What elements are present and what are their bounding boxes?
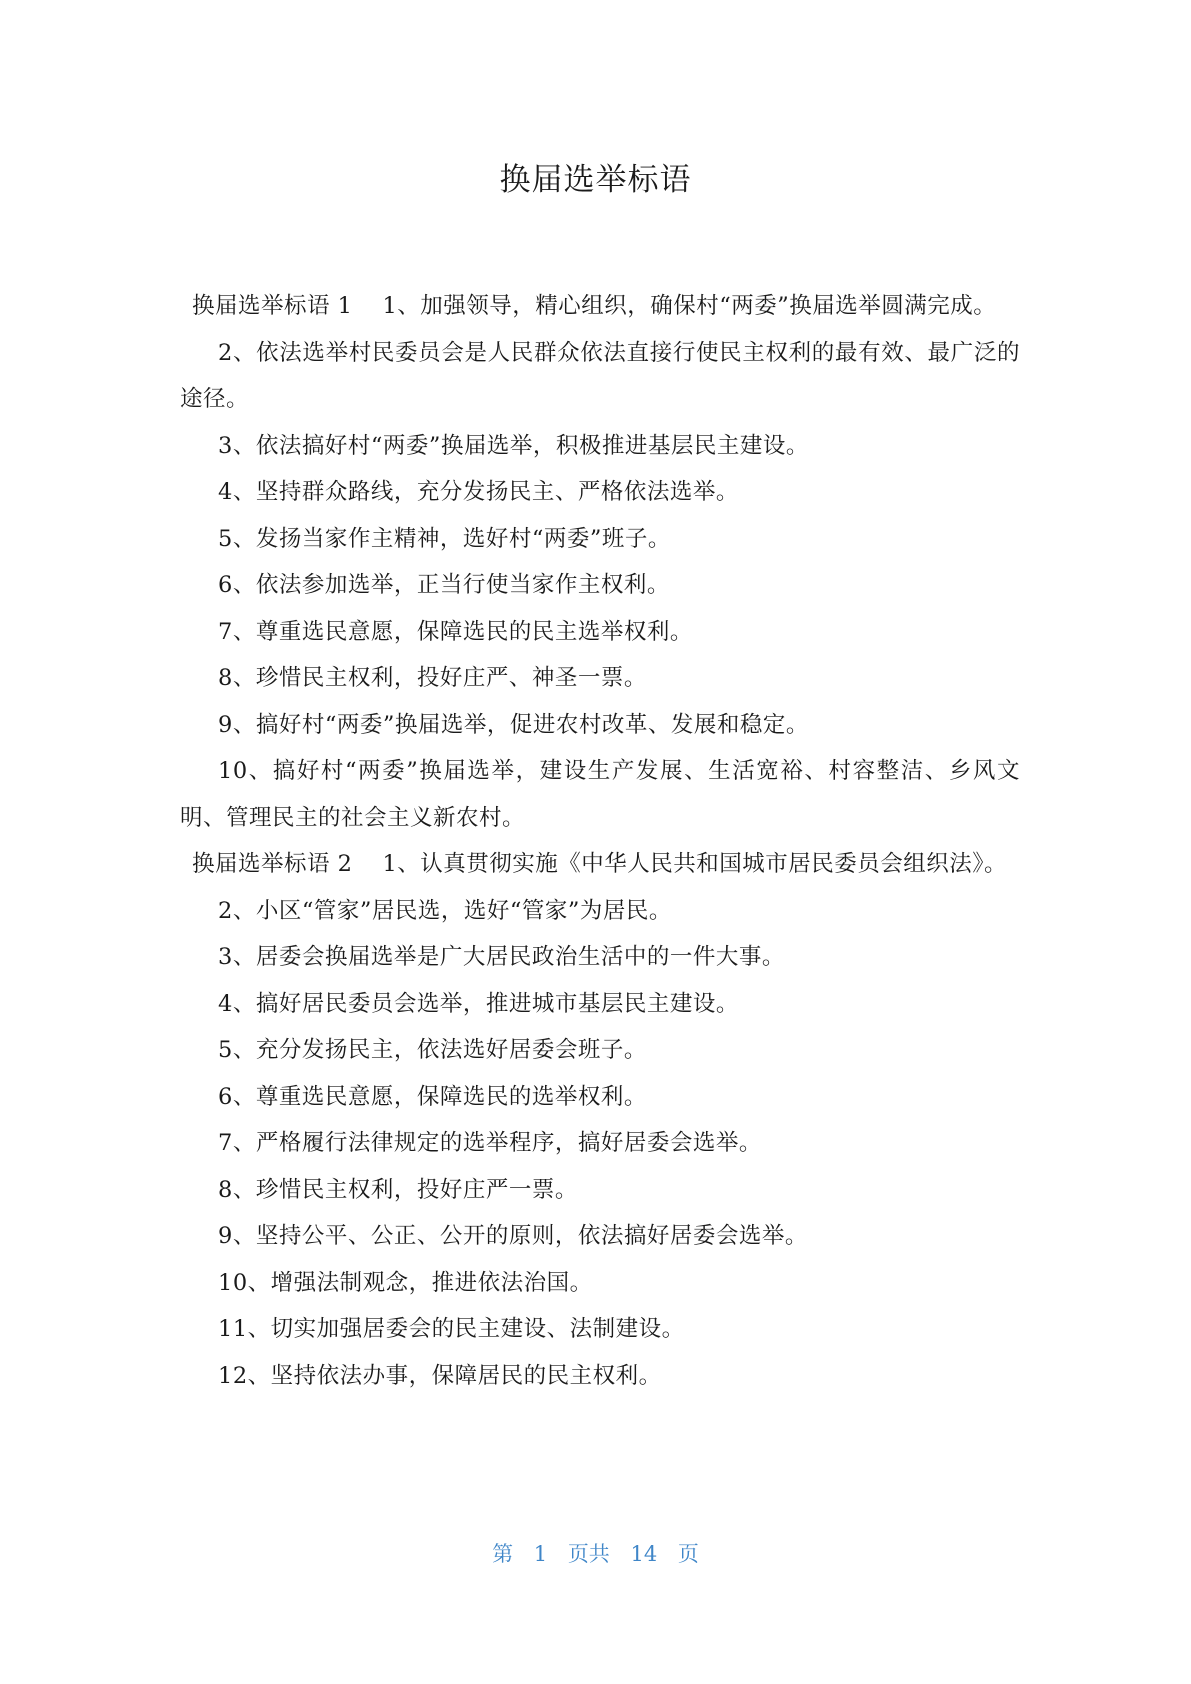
list-item: 5、发扬当家作主精神，选好村“两委”班子。 <box>218 525 671 552</box>
page-footer <box>0 1540 1191 1568</box>
page-title: 换届选举标语 <box>499 162 692 198</box>
list-item: 4、坚持群众路线，充分发扬民主、严格依法选举。 <box>218 479 739 505</box>
list-item: 6、尊重选民意愿，保障选民的选举权利。 <box>218 1083 647 1110</box>
list-item: 12、坚持依法办事，保障居民的民主权利。 <box>218 1362 662 1389</box>
list-item: 9、搞好村“两委”换届选举，促进农村改革、发展和稳定。 <box>218 711 809 738</box>
section-1-first-item <box>180 283 1020 330</box>
section-2-first-item <box>180 841 1020 888</box>
footer-page-suffix: 页 <box>677 1542 699 1566</box>
list-item: 11、切实加强居委会的民主建设、法制建设。 <box>218 1316 685 1342</box>
section-2-label: 换届选举标语 2 <box>192 851 353 877</box>
list-item: 4、搞好居民委员会选举，推进城市基层民主建设。 <box>218 990 739 1017</box>
footer-total-pages: 14 <box>630 1542 658 1566</box>
section-1-label: 换届选举标语 1 <box>192 293 353 319</box>
list-item: 2、小区“管家”居民选，选好“管家”为居民。 <box>218 897 672 924</box>
list-item: 6、依法参加选举，正当行使当家作主权利。 <box>218 572 670 598</box>
list-item: 7、尊重选民意愿，保障选民的民主选举权利。 <box>218 618 693 645</box>
list-item: 10、搞好村“两委”换届选举，建设生产发展、生活宽裕、村容整洁、乡风文明、管理民主的社会主义新农村。 <box>180 758 1020 831</box>
list-item: 10、增强法制观念，推进依法治国。 <box>218 1269 593 1296</box>
list-item: 2、依法选举村民委员会是人民群众依法直接行使民主权利的最有效、最广泛的途径。 <box>180 339 1020 412</box>
list-item: 8、珍惜民主权利，投好庄严一票。 <box>218 1176 578 1203</box>
list-item: 9、坚持公平、公正、公开的原则，依法搞好居委会选举。 <box>218 1223 808 1249</box>
list-item: 1、认真贯彻实施《中华人民共和国城市居民委员会组织法》。 <box>382 851 1008 877</box>
footer-page-of: 页共 <box>567 1542 610 1566</box>
document-body <box>180 283 1020 1399</box>
list-item: 1、加强领导，精心组织，确保村“两委”换届选举圆满完成。 <box>382 293 997 319</box>
list-item: 7、严格履行法律规定的选举程序，搞好居委会选举。 <box>218 1130 762 1156</box>
list-item: 5、充分发扬民主，依法选好居委会班子。 <box>218 1037 647 1063</box>
footer-page-word: 第 <box>492 1542 514 1566</box>
list-item: 3、居委会换届选举是广大居民政治生活中的一件大事。 <box>218 944 785 970</box>
list-item: 8、珍惜民主权利，投好庄严、神圣一票。 <box>218 665 647 691</box>
list-item: 3、依法搞好村“两委”换届选举，积极推进基层民主建设。 <box>218 432 809 459</box>
footer-page-number: 1 <box>533 1542 548 1566</box>
